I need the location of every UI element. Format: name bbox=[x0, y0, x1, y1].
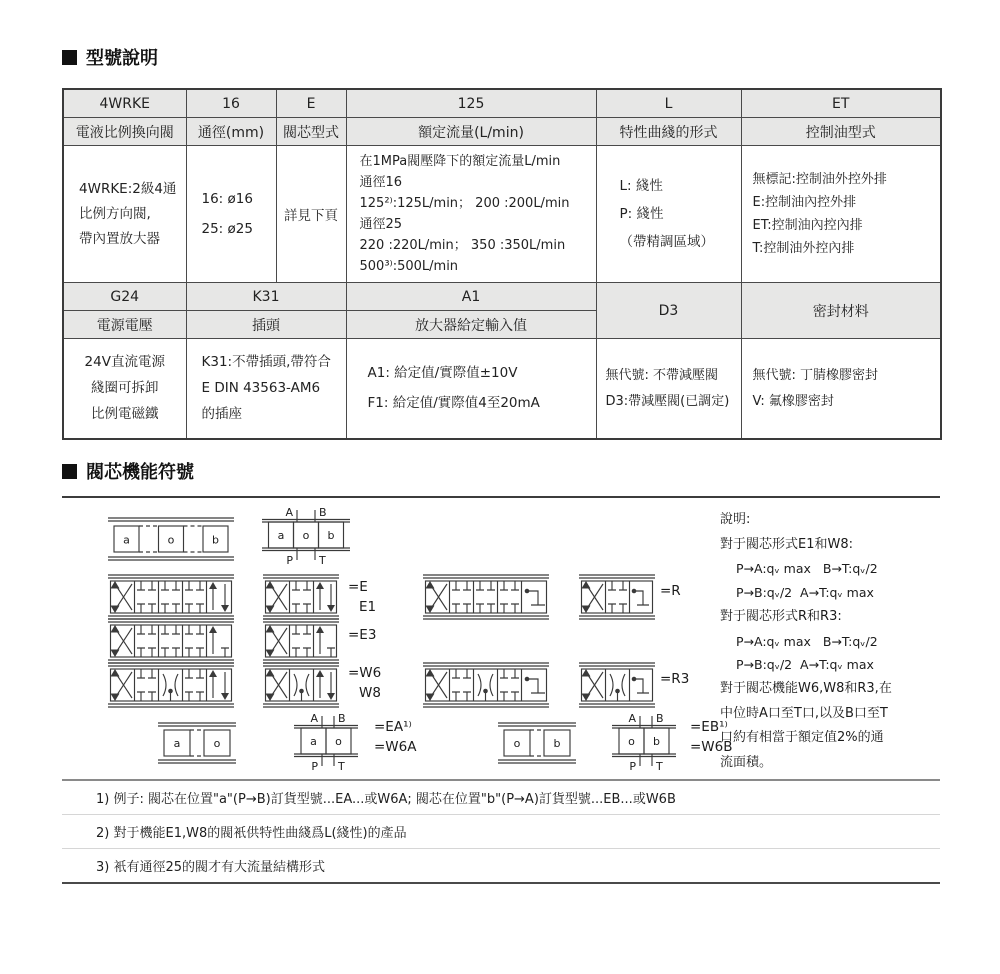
code-row-2 bbox=[63, 283, 941, 311]
pilot-line: E:控制油內控外排 bbox=[752, 195, 857, 211]
valve-symbol-r-wide bbox=[423, 572, 549, 622]
valve-symbol-ob-compact bbox=[602, 710, 686, 774]
pos-label-a: a bbox=[173, 737, 181, 750]
pos-label-a: a bbox=[123, 533, 130, 547]
explanation-formula: P→A:qᵥ max B→T:qᵥ/2 bbox=[736, 633, 878, 649]
code-row bbox=[63, 89, 941, 118]
section-marker-icon bbox=[62, 50, 77, 65]
port-label-B: B bbox=[319, 506, 327, 519]
plug-line: 的插座 bbox=[201, 405, 242, 422]
cell-sizes bbox=[186, 146, 276, 283]
pilot-line: ET:控制油內控內排 bbox=[752, 218, 863, 234]
section-divider bbox=[62, 496, 940, 498]
explanation-line: 流面積。 bbox=[720, 755, 773, 771]
spool-symbol-diagram bbox=[62, 500, 940, 779]
valve-symbol-w6-wide bbox=[108, 660, 234, 710]
port-label-A: A bbox=[310, 712, 318, 725]
port-label-T: T bbox=[319, 554, 326, 567]
flow-line: 500³⁾:500L/min bbox=[359, 259, 459, 275]
explanation-line: 口約有相當于額定值2%的通 bbox=[720, 730, 884, 746]
valve-symbol-r-compact bbox=[579, 572, 655, 622]
explanation-line: 對于閥芯形式R和R3: bbox=[720, 608, 842, 624]
symbol-label-eb: =EB¹⁾ =W6B bbox=[690, 719, 733, 755]
model-code-table bbox=[62, 88, 942, 440]
cell-flow bbox=[346, 146, 596, 283]
section-title-text: 閥芯機能符號 bbox=[86, 462, 194, 483]
body-row-1 bbox=[63, 146, 941, 283]
explanation-formula: P→B:qᵥ/2 A→T:qᵥ max bbox=[736, 657, 874, 673]
pos-label-b: b bbox=[327, 529, 335, 542]
cell-curve bbox=[596, 146, 741, 283]
port-label-A: A bbox=[285, 506, 293, 519]
valve-symbol-e-wide bbox=[108, 572, 234, 622]
plug-line: K31:不帶插頭,帶符合 bbox=[201, 354, 331, 371]
body-row-2 bbox=[63, 339, 941, 440]
symbol-label-e3: =E3 bbox=[348, 627, 377, 643]
label-power: 電源電壓 bbox=[63, 311, 186, 339]
cell-power bbox=[63, 339, 186, 440]
symbol-label-w6: =W6 W8 bbox=[348, 665, 382, 701]
pos-label-b: b bbox=[653, 735, 660, 748]
explanation-formula: P→A:qᵥ max B→T:qᵥ/2 bbox=[736, 561, 878, 577]
label-flow: 額定流量(L/min) bbox=[346, 118, 596, 146]
label-pilot: 控制油型式 bbox=[741, 118, 941, 146]
symbol-label-r3: =R3 bbox=[660, 671, 690, 687]
pos-label-o: o bbox=[335, 735, 342, 748]
valve-symbol-e-compact bbox=[263, 572, 339, 622]
explanation-block bbox=[720, 508, 940, 776]
curve-line: （帶精調區域） bbox=[619, 234, 714, 251]
footnote-2: 2) 對于機能E1,W8的閥衹供特性曲綫爲L(綫性)的產品 bbox=[62, 815, 940, 849]
code-d3: D3 bbox=[596, 283, 741, 339]
port-label-B: B bbox=[656, 712, 664, 725]
cell-seal bbox=[741, 339, 941, 440]
power-line: 綫圈可拆卸 bbox=[91, 379, 159, 396]
cell-valve-desc bbox=[63, 146, 186, 283]
explanation-line: 說明: bbox=[720, 512, 751, 527]
pos-label-o: o bbox=[302, 529, 310, 542]
valve-symbol-ob-wide bbox=[498, 720, 576, 766]
section-title-model bbox=[62, 44, 158, 70]
code-k31: K31 bbox=[186, 283, 346, 311]
label-spool: 閥芯型式 bbox=[276, 118, 346, 146]
cell-plug bbox=[186, 339, 346, 440]
footnote-1: 1) 例子: 閥芯在位置"a"(P→B)訂貨型號...EA...或W6A; 閥芯在位置"b"(P→A)訂貨型號...EB...或W6B bbox=[62, 781, 940, 815]
explanation-line: 中位時A口至T口,以及B口至T bbox=[720, 705, 888, 721]
curve-line: L: 綫性 bbox=[619, 177, 663, 194]
symbol-label-e: =E E1 bbox=[348, 579, 377, 615]
pilot-line: 無標記:控制油外控外排 bbox=[752, 171, 887, 187]
code-4wrke: 4WRKE bbox=[63, 89, 186, 118]
seal-line: 無代號: 丁腈橡膠密封 bbox=[752, 367, 879, 383]
port-label-P: P bbox=[311, 760, 318, 773]
label-curve: 特性曲綫的形式 bbox=[596, 118, 741, 146]
code-125: 125 bbox=[346, 89, 596, 118]
valve-symbol-e3-wide bbox=[108, 616, 234, 666]
pos-label-a: a bbox=[277, 529, 285, 542]
label-size: 通徑(mm) bbox=[186, 118, 276, 146]
pos-label-o: o bbox=[167, 533, 175, 547]
cell-spool-ref: 詳見下頁 bbox=[276, 146, 346, 283]
port-label-P: P bbox=[629, 760, 636, 773]
seal-line: V: 氟橡膠密封 bbox=[752, 393, 834, 409]
valve-desc-line: 比例方向閥, bbox=[79, 205, 151, 222]
cell-d3 bbox=[596, 339, 741, 440]
section-title-spool bbox=[62, 458, 194, 484]
pos-label-b: b bbox=[212, 533, 219, 547]
code-seal: 密封材料 bbox=[741, 283, 941, 339]
code-g24: G24 bbox=[63, 283, 186, 311]
power-line: 比例電磁鐵 bbox=[91, 405, 159, 422]
plug-line: E DIN 43563-AM6 bbox=[201, 379, 321, 396]
section-marker-icon bbox=[62, 464, 77, 479]
d3-line: D3:帶減壓閥(已調定) bbox=[605, 393, 730, 409]
cell-input bbox=[346, 339, 596, 440]
port-label-P: P bbox=[286, 554, 293, 567]
explanation-line: 對于閥芯機能W6,W8和R3,在 bbox=[720, 681, 892, 697]
valve-symbol-ao-compact bbox=[284, 710, 368, 774]
input-line: F1: 給定值/實際值4至20mA bbox=[367, 394, 540, 411]
code-l: L bbox=[596, 89, 741, 118]
pos-label-o: o bbox=[213, 737, 221, 750]
valve-symbol-ao-wide bbox=[158, 720, 236, 766]
flow-line: 通徑25 bbox=[359, 217, 403, 233]
size-line: 25: ø25 bbox=[201, 221, 253, 238]
valve-desc-line: 帶內置放大器 bbox=[79, 230, 160, 247]
symbol-label-ea: =EA¹⁾ =W6A bbox=[374, 719, 417, 755]
symbol-label-r: =R bbox=[660, 583, 681, 599]
valve-symbol-positions-wide bbox=[108, 514, 234, 564]
explanation-line: 對于閥芯形式E1和W8: bbox=[720, 536, 853, 552]
port-label-T: T bbox=[656, 760, 663, 773]
explanation-formula: P→B:qᵥ/2 A→T:qᵥ max bbox=[736, 585, 874, 601]
flow-line: 125²⁾:125L/min； 200 :200L/min bbox=[359, 196, 570, 212]
label-input: 放大器給定輸入值 bbox=[346, 311, 596, 339]
pos-label-b: b bbox=[553, 737, 561, 750]
port-label-B: B bbox=[338, 712, 346, 725]
footnotes bbox=[62, 779, 940, 884]
footnote-3: 3) 衹有通徑25的閥才有大流量結構形式 bbox=[96, 860, 326, 875]
code-et: ET bbox=[741, 89, 941, 118]
port-label-A: A bbox=[628, 712, 636, 725]
power-line: 24V直流電源 bbox=[84, 354, 165, 371]
code-a1: A1 bbox=[346, 283, 596, 311]
input-line: A1: 給定值/實際值±10V bbox=[367, 365, 518, 382]
d3-line: 無代號: 不帶減壓閥 bbox=[605, 367, 719, 383]
section-title-text: 型號說明 bbox=[86, 48, 158, 69]
size-line: 16: ø16 bbox=[201, 191, 253, 208]
code-e: E bbox=[276, 89, 346, 118]
valve-desc-line: 4WRKE:2級4通 bbox=[79, 180, 177, 197]
pos-label-a: a bbox=[310, 735, 317, 748]
label-row bbox=[63, 118, 941, 146]
flow-line: 通徑16 bbox=[359, 175, 403, 191]
valve-symbol-w6-compact bbox=[263, 660, 339, 710]
label-plug: 插頭 bbox=[186, 311, 346, 339]
curve-line: P: 綫性 bbox=[619, 205, 664, 222]
pos-label-o: o bbox=[628, 735, 635, 748]
valve-symbol-r3-compact bbox=[579, 660, 655, 710]
cell-pilot bbox=[741, 146, 941, 283]
label-valve-type: 電液比例換向閥 bbox=[63, 118, 186, 146]
port-label-T: T bbox=[338, 760, 345, 773]
valve-symbol-e3-compact bbox=[263, 616, 339, 666]
valve-symbol-r3-wide bbox=[423, 660, 549, 710]
code-16: 16 bbox=[186, 89, 276, 118]
pos-label-o: o bbox=[513, 737, 521, 750]
valve-symbol-positions-compact bbox=[258, 504, 354, 568]
pilot-line: T:控制油外控內排 bbox=[752, 241, 855, 257]
flow-line: 在1MPa閥壓降下的額定流量L/min bbox=[359, 154, 561, 169]
flow-line: 220 :220L/min； 350 :350L/min bbox=[359, 238, 566, 254]
